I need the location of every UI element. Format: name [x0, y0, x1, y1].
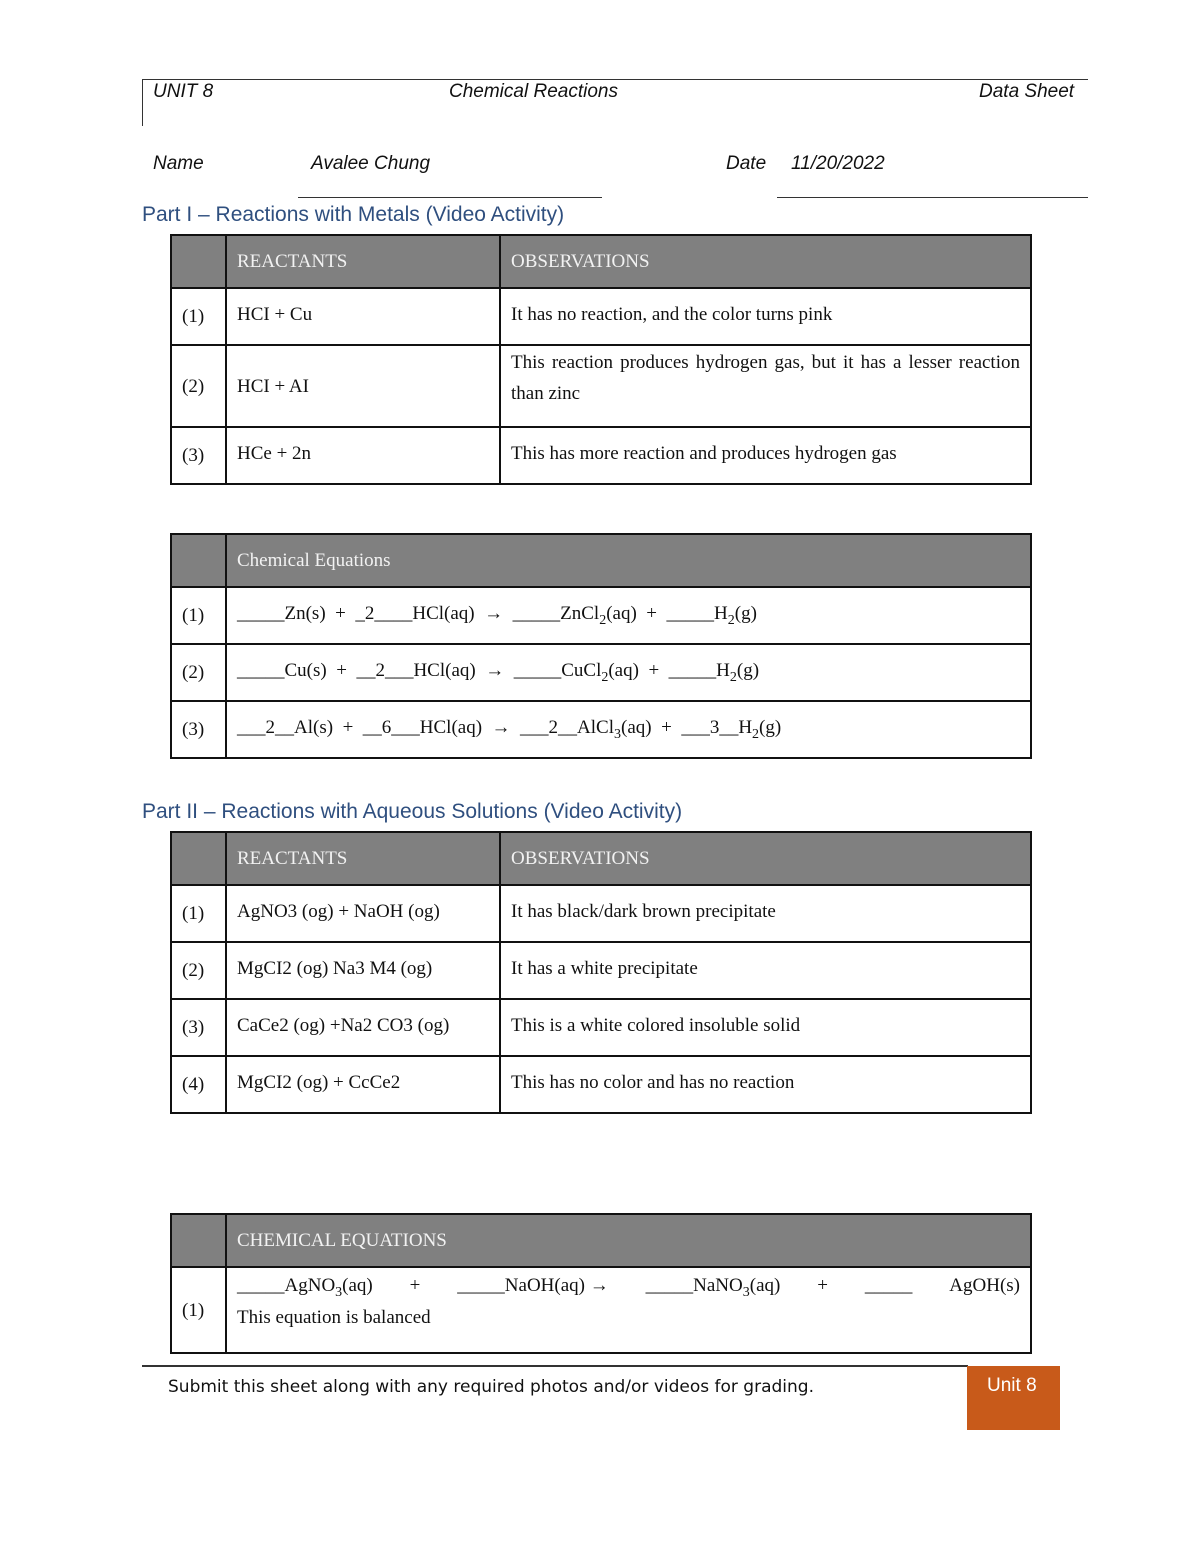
table-row — [171, 885, 1031, 942]
table-row — [171, 942, 1031, 999]
equation-cell[interactable] — [226, 701, 1031, 758]
state-label: (aq) — [749, 1275, 781, 1296]
name-field[interactable]: Avalee Chung — [311, 153, 431, 174]
observation-cell[interactable]: This has more reaction and produces hydrogen gas — [500, 427, 1031, 484]
unit-badge: Unit 8 — [967, 1366, 1060, 1430]
plus-sign: + — [335, 603, 346, 624]
coefficient-blank[interactable]: _____ — [457, 1275, 505, 1296]
product-formula: AlCl — [577, 717, 614, 738]
reactant-formula: HCl(aq) — [413, 660, 476, 681]
coefficient-blank[interactable]: _____ — [864, 1275, 913, 1296]
table-row — [171, 288, 1031, 345]
state-label: (aq) — [621, 717, 652, 738]
coefficient-blank[interactable]: __6___ — [362, 717, 420, 738]
header-title: Chemical Reactions — [449, 81, 618, 102]
product-formula: H — [716, 660, 730, 681]
equation-cell[interactable] — [226, 1267, 1031, 1353]
row-number: (2) — [171, 942, 226, 999]
equation-line — [237, 1268, 1020, 1304]
subscript: 3 — [614, 727, 621, 742]
coefficient-blank[interactable]: _____ — [237, 603, 285, 624]
name-label: Name — [153, 153, 204, 174]
row-number: (1) — [171, 587, 226, 644]
table-row — [171, 427, 1031, 484]
arrow-icon: → — [485, 660, 505, 681]
state-label: (g) — [759, 717, 782, 738]
coefficient-blank[interactable]: _____ — [237, 660, 285, 681]
footer-instructions: Submit this sheet along with any required photos and/or videos for grading. — [168, 1377, 814, 1397]
name-underline — [298, 197, 602, 198]
coefficient-blank[interactable]: ___3__ — [681, 717, 739, 738]
subscript: 3 — [742, 1285, 750, 1300]
plus-sign: + — [342, 717, 354, 738]
header-left-rule — [142, 79, 143, 126]
state-label: (aq) — [342, 1275, 373, 1296]
equation-row — [171, 587, 1031, 644]
reactant-formula: NaOH(aq) — [504, 1275, 585, 1296]
equation-row — [171, 701, 1031, 758]
reactants-cell[interactable]: AgNO3 (og) + NaOH (og) — [226, 885, 500, 942]
table-row — [171, 345, 1031, 427]
subscript: 2 — [601, 670, 609, 685]
plus-sign: + — [646, 603, 658, 624]
table-row — [171, 1056, 1031, 1113]
observation-cell[interactable]: It has no reaction, and the color turns pink — [500, 288, 1031, 345]
header-reactants: REACTANTS — [226, 832, 500, 885]
equation-term — [646, 1268, 781, 1304]
equation-cell[interactable] — [226, 644, 1031, 701]
row-number: (1) — [171, 1267, 226, 1353]
date-label: Date — [726, 153, 767, 174]
coefficient-blank[interactable]: _____ — [237, 1275, 285, 1296]
coefficient-blank[interactable]: _____ — [645, 1275, 694, 1296]
header-cell-blank — [171, 832, 226, 885]
arrow-icon: → — [484, 603, 504, 624]
state-label: (g) — [736, 660, 760, 681]
part1-equations-table — [170, 533, 1032, 759]
header-chemical-equations: CHEMICAL EQUATIONS — [226, 1214, 1031, 1267]
part2-observations-table — [170, 831, 1032, 1114]
equation-cell[interactable] — [226, 587, 1031, 644]
coefficient-blank[interactable]: ___2__ — [520, 717, 578, 738]
reactant-formula: Al(s) — [294, 717, 334, 738]
header-chemical-equations: Chemical Equations — [226, 534, 1031, 587]
part2-title: Part II – Reactions with Aqueous Solutions (Video Activity) — [142, 800, 683, 823]
subscript: 2 — [727, 613, 735, 628]
observation-cell[interactable]: This is a white colored insoluble solid — [500, 999, 1031, 1056]
equation-row — [171, 1267, 1031, 1353]
product-formula: AgOH(s) — [949, 1275, 1020, 1296]
reactants-cell[interactable]: MgCI2 (og) + CcCe2 — [226, 1056, 500, 1113]
row-number: (1) — [171, 885, 226, 942]
header-sheet: Data Sheet — [979, 81, 1075, 102]
row-number: (3) — [171, 701, 226, 758]
state-label: (aq) — [606, 603, 637, 624]
reactants-cell[interactable]: HCe + 2n — [226, 427, 500, 484]
header-cell-blank — [171, 235, 226, 288]
row-number: (4) — [171, 1056, 226, 1113]
part2-equations-table — [170, 1213, 1032, 1354]
product-formula: H — [714, 603, 728, 624]
coefficient-blank[interactable]: ___2__ — [237, 717, 294, 738]
part1-observations-table — [170, 234, 1032, 485]
row-number: (2) — [171, 345, 226, 427]
reactants-cell[interactable]: MgCI2 (og) Na3 M4 (og) — [226, 942, 500, 999]
reactant-formula: Zn(s) — [284, 603, 326, 624]
observation-cell[interactable]: This reaction produces hydrogen gas, but it has a lesser reaction than zinc — [500, 345, 1031, 427]
header-observations: OBSERVATIONS — [500, 832, 1031, 885]
reactants-cell[interactable]: HCI + Cu — [226, 288, 500, 345]
reactant-formula: HCl(aq) — [419, 717, 483, 738]
arrow-icon: → — [491, 717, 511, 738]
observation-cell[interactable]: This has no color and has no reaction — [500, 1056, 1031, 1113]
state-label: (aq) — [608, 660, 639, 681]
observation-cell[interactable]: It has a white precipitate — [500, 942, 1031, 999]
equation-row — [171, 644, 1031, 701]
subscript: 3 — [335, 1285, 343, 1300]
product-formula: NaNO — [693, 1275, 743, 1296]
part1-title: Part I – Reactions with Metals (Video Activity) — [142, 203, 565, 226]
reactant-formula: AgNO — [284, 1275, 336, 1296]
row-number: (3) — [171, 999, 226, 1056]
table-row — [171, 999, 1031, 1056]
table-header-row — [171, 235, 1031, 288]
plus-sign: + — [648, 660, 660, 681]
header-cell-blank — [171, 534, 226, 587]
header-rule — [142, 79, 1088, 80]
table-header-row — [171, 1214, 1031, 1267]
equation-term — [457, 1268, 608, 1304]
header-observations: OBSERVATIONS — [500, 235, 1031, 288]
table-header-row — [171, 832, 1031, 885]
row-number: (1) — [171, 288, 226, 345]
date-field[interactable]: 11/20/2022 — [791, 153, 885, 174]
equation-note[interactable]: This equation is balanced — [237, 1307, 431, 1328]
date-underline — [777, 197, 1088, 198]
coefficient-blank[interactable]: _____ — [666, 603, 715, 624]
plus-sign: + — [336, 660, 347, 681]
product-formula: CuCl — [561, 660, 602, 681]
product-formula: H — [738, 717, 753, 738]
coefficient-blank[interactable]: _____ — [512, 603, 561, 624]
reactants-cell[interactable]: CaCe2 (og) +Na2 CO3 (og) — [226, 999, 500, 1056]
product-formula: ZnCl — [560, 603, 600, 624]
plus-sign: + — [817, 1275, 828, 1296]
header-unit: UNIT 8 — [153, 81, 214, 102]
observation-cell[interactable]: It has black/dark brown precipitate — [500, 885, 1031, 942]
coefficient-blank[interactable]: __2___ — [356, 660, 414, 681]
table-header-row — [171, 534, 1031, 587]
state-label: (g) — [734, 603, 757, 624]
header-cell-blank — [171, 1214, 226, 1267]
subscript: 2 — [729, 670, 737, 685]
row-number: (2) — [171, 644, 226, 701]
plus-sign: + — [661, 717, 672, 738]
plus-sign: + — [409, 1275, 421, 1296]
footer-rule — [142, 1365, 968, 1367]
reactant-formula: Cu(s) — [284, 660, 327, 681]
equation-term — [237, 1268, 373, 1304]
coefficient-blank[interactable]: _____ — [668, 660, 717, 681]
coefficient-blank[interactable]: _2____ — [355, 603, 413, 624]
reactant-formula: HCl(aq) — [412, 603, 475, 624]
reactants-cell[interactable]: HCI + AI — [226, 345, 500, 427]
coefficient-blank[interactable]: _____ — [513, 660, 562, 681]
header-reactants: REACTANTS — [226, 235, 500, 288]
row-number: (3) — [171, 427, 226, 484]
subscript: 2 — [599, 613, 607, 628]
subscript: 2 — [752, 727, 760, 742]
arrow-icon: → — [589, 1275, 609, 1296]
